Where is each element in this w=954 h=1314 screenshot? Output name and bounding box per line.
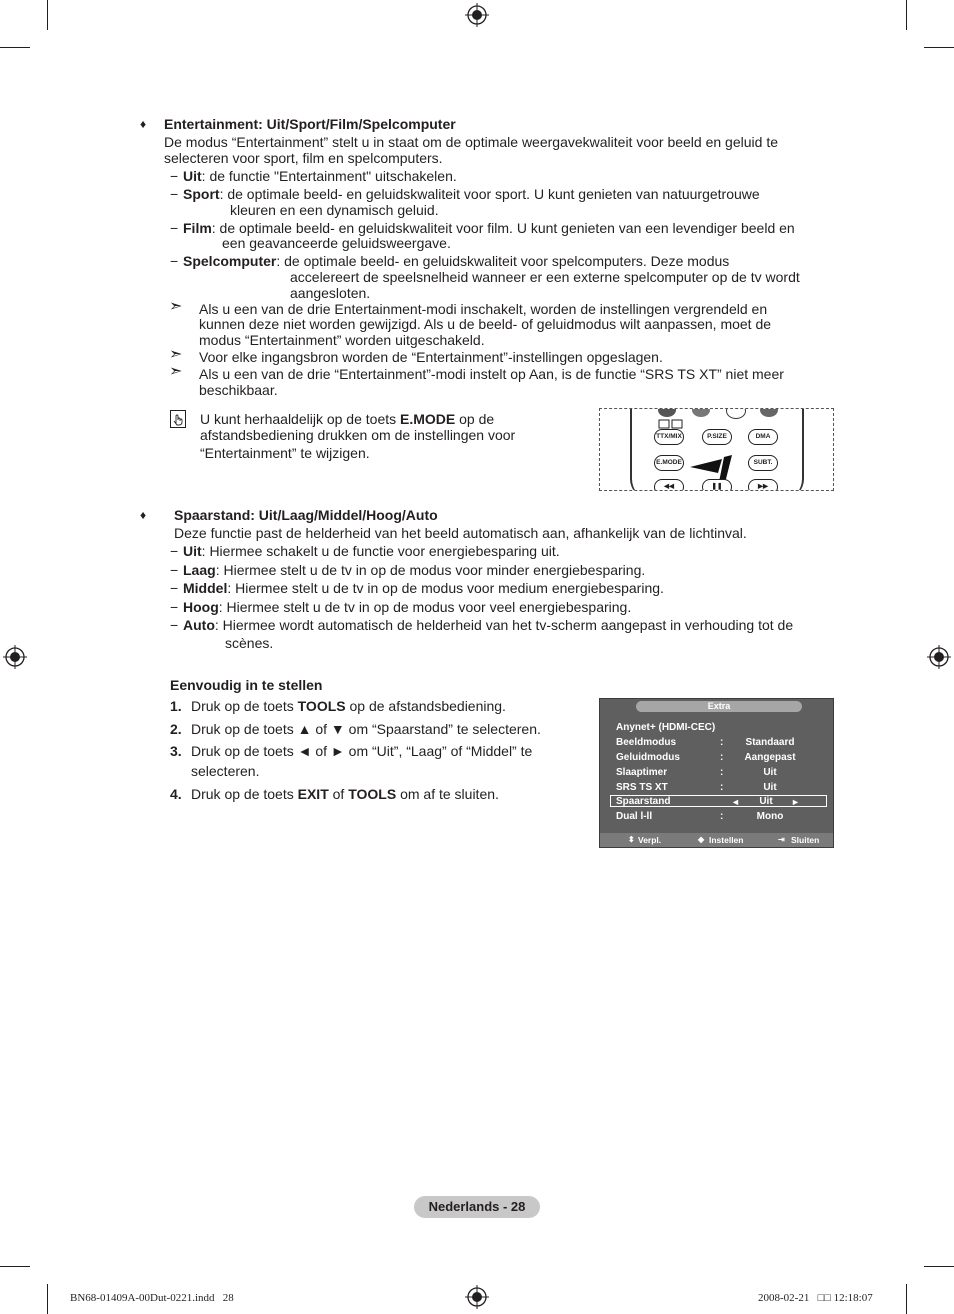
note-text: kunnen deze niet worden gewijzigd. Als u de beeld- of geluidmodus wilt aanpassen, moet de bbox=[199, 316, 772, 332]
menu-separator: : bbox=[720, 811, 724, 822]
menu-item-label[interactable]: SRS TS XT bbox=[616, 782, 668, 793]
bullet: ♦ bbox=[140, 117, 147, 131]
step-number: 4. bbox=[170, 786, 182, 802]
registration-mark-icon bbox=[465, 1285, 489, 1309]
footer-file: BN68-01409A-00Dut-0221.indd 28 bbox=[70, 1292, 234, 1304]
dash: − bbox=[170, 580, 179, 596]
definition: : de optimale beeld- en geluidskwaliteit voor spelcomputers. Deze modus bbox=[276, 253, 730, 269]
menu-footer bbox=[600, 833, 833, 847]
remote-note: U kunt herhaaldelijk op de toets E.MODE op de bbox=[200, 411, 495, 427]
menu-item-value: Uit bbox=[763, 782, 777, 793]
paragraph: selecteren voor sport, film en spelcomputers. bbox=[164, 150, 443, 166]
step-text: Druk op de toets ◄ of ► om “Uit”, “Laag” of “Middel” te bbox=[191, 743, 533, 759]
menu-item-label[interactable]: Dual l-ll bbox=[616, 811, 653, 822]
emode-button: E.MODE bbox=[654, 455, 684, 471]
step-number: 2. bbox=[170, 721, 182, 737]
crop-mark bbox=[47, 0, 48, 30]
ttx-mix-button: TTX/MIX bbox=[654, 429, 684, 445]
remote-note: “Entertainment” te wijzigen. bbox=[200, 445, 370, 461]
tv-extra-menu bbox=[599, 698, 834, 848]
left-arrow-icon[interactable]: ◄ bbox=[731, 797, 740, 807]
definition: : Hiermee wordt automatisch de helderheid van het tv-scherm aangepast in verhouding tot de bbox=[214, 617, 794, 633]
definition: : Hiermee schakelt u de functie voor energiebesparing uit. bbox=[201, 543, 560, 559]
step-text: Druk op de toets TOOLS op de afstandsbediening. bbox=[191, 698, 506, 714]
step-text: Druk op de toets ▲ of ▼ om “Spaarstand” te selecteren. bbox=[191, 721, 541, 737]
term: Spelcomputer bbox=[183, 253, 277, 269]
note-text: Als u een van de drie Entertainment-modi inschakelt, worden de instellingen vergrendeld en bbox=[199, 301, 768, 317]
dash: − bbox=[170, 543, 179, 559]
list-item bbox=[183, 168, 457, 184]
menu-separator: : bbox=[720, 737, 724, 748]
dash: − bbox=[170, 168, 179, 184]
footer-move: Verpl. bbox=[638, 835, 662, 845]
dash: − bbox=[170, 220, 179, 236]
note-arrow-icon: ➣ bbox=[169, 346, 183, 363]
list-item bbox=[183, 186, 760, 202]
footer-date: 2008-02-21 □□ 12:18:07 bbox=[758, 1292, 873, 1304]
crop-mark bbox=[0, 1266, 30, 1267]
section-heading: Spaarstand: Uit/Laag/Middel/Hoog/Auto bbox=[174, 507, 438, 523]
right-arrow-icon[interactable]: ► bbox=[791, 797, 800, 807]
definition: : de optimale beeld- en geluidskwaliteit voor film. U kunt genieten van een levendiger beeld en bbox=[211, 220, 795, 236]
list-item bbox=[183, 220, 795, 236]
term: Middel bbox=[183, 580, 228, 596]
footer-adjust: Instellen bbox=[709, 835, 744, 845]
crop-mark bbox=[47, 1284, 48, 1314]
definition: : Hiermee stelt u de tv in op de modus voor veel energiebesparing. bbox=[218, 599, 632, 615]
dash: − bbox=[170, 617, 179, 633]
teletext-icon bbox=[658, 419, 684, 429]
crop-mark bbox=[906, 1284, 907, 1314]
term: Laag bbox=[183, 562, 216, 578]
step-number: 3. bbox=[170, 743, 182, 759]
page-number-badge: Nederlands - 28 bbox=[414, 1196, 540, 1218]
term: Sport bbox=[183, 186, 220, 202]
note-arrow-icon: ➣ bbox=[169, 363, 183, 380]
list-item bbox=[183, 543, 560, 559]
definition-cont: kleuren en een dynamisch geluid. bbox=[230, 202, 439, 218]
term: Uit bbox=[183, 543, 202, 559]
note-text: modus “Entertainment” worden uitgeschakeld. bbox=[199, 332, 485, 348]
remote-control-illustration bbox=[599, 408, 834, 491]
menu-item-label[interactable]: Beeldmodus bbox=[616, 737, 677, 748]
step-text-cont: selecteren. bbox=[191, 763, 260, 779]
term: Uit bbox=[183, 168, 202, 184]
menu-separator: : bbox=[720, 752, 724, 763]
menu-item-label[interactable]: Spaarstand bbox=[616, 796, 671, 807]
emode-key: E.MODE bbox=[400, 411, 456, 427]
definition: : Hiermee stelt u de tv in op de modus voor minder energiebesparing. bbox=[215, 562, 646, 578]
remote-hand-icon bbox=[170, 410, 186, 428]
dash: − bbox=[170, 562, 179, 578]
term: Hoog bbox=[183, 599, 219, 615]
definition-cont: scènes. bbox=[225, 635, 274, 651]
registration-mark-icon bbox=[465, 3, 489, 27]
subt-button: SUBT. bbox=[748, 455, 778, 471]
remote-note: afstandsbediening drukken om de instellingen voor bbox=[200, 427, 516, 443]
menu-item-value: Uit bbox=[759, 796, 773, 807]
menu-item-value: Standaard bbox=[745, 737, 795, 748]
leftright-icon: ◆ bbox=[698, 835, 705, 844]
crop-mark bbox=[0, 47, 30, 48]
rewind-button: ◀◀ bbox=[654, 479, 684, 491]
definition-cont: aangesloten. bbox=[290, 285, 371, 301]
crop-mark bbox=[906, 0, 907, 30]
note-text: beschikbaar. bbox=[199, 382, 278, 398]
exit-icon: ⇥ bbox=[778, 835, 785, 844]
crop-mark bbox=[924, 47, 954, 48]
menu-item-value: Mono bbox=[756, 811, 784, 822]
menu-item-label[interactable]: Slaaptimer bbox=[616, 767, 668, 778]
definition-cont: accelereert de speelsnelheid wanneer er een externe spelcomputer op de tv wordt bbox=[290, 269, 800, 285]
registration-mark-icon bbox=[927, 645, 951, 669]
menu-separator: : bbox=[720, 782, 724, 793]
definition-cont: een geavanceerde geluidsweergave. bbox=[222, 235, 451, 251]
fast-forward-button: ▶▶ bbox=[748, 479, 778, 491]
definition: : de functie "Entertainment" uitschakelen. bbox=[201, 168, 457, 184]
definition: : Hiermee stelt u de tv in op de modus voor medium energiebesparing. bbox=[227, 580, 664, 596]
note-arrow-icon: ➣ bbox=[169, 298, 183, 315]
term: Auto bbox=[183, 617, 215, 633]
step-text: Druk op de toets EXIT of TOOLS om af te sluiten. bbox=[191, 786, 499, 802]
bullet: ♦ bbox=[140, 508, 147, 522]
menu-title: Extra bbox=[636, 701, 802, 712]
updown-icon: ⬍ bbox=[628, 835, 635, 844]
term: Film bbox=[183, 220, 212, 236]
list-item bbox=[183, 562, 645, 578]
list-item bbox=[183, 253, 729, 269]
paragraph: Deze functie past de helderheid van het beeld automatisch aan, afhankelijk van de lichtinval. bbox=[174, 525, 747, 541]
menu-item-label[interactable]: Geluidmodus bbox=[616, 752, 680, 763]
footer-exit: Sluiten bbox=[791, 835, 820, 845]
section-heading: Entertainment: Uit/Sport/Film/Spelcomputer bbox=[164, 116, 456, 132]
list-item bbox=[183, 599, 631, 615]
step-number: 1. bbox=[170, 698, 182, 714]
dash: − bbox=[170, 186, 179, 202]
definition: : de optimale beeld- en geluidskwaliteit voor sport. U kunt genieten van natuurgetrouwe bbox=[219, 186, 760, 202]
psize-button: P.SIZE bbox=[702, 429, 732, 445]
dma-button: DMA bbox=[748, 429, 778, 445]
menu-separator: : bbox=[720, 767, 724, 778]
list-item bbox=[183, 580, 664, 596]
list-item bbox=[183, 617, 793, 633]
menu-item-label[interactable]: Anynet+ (HDMI-CEC) bbox=[616, 722, 716, 733]
pause-button: ❚❚ bbox=[702, 479, 732, 491]
registration-mark-icon bbox=[3, 645, 27, 669]
paragraph: De modus “Entertainment” stelt u in staat om de optimale weergavekwaliteit voor beeld en geluid te bbox=[164, 134, 778, 150]
menu-item-value: Uit bbox=[763, 767, 777, 778]
note-text: Voor elke ingangsbron worden de “Entertainment”-instellingen opgeslagen. bbox=[199, 349, 663, 365]
menu-item-value: Aangepast bbox=[744, 752, 796, 763]
note-text: Als u een van de drie “Entertainment”-modi instelt op Aan, is de functie “SRS TS XT” niet meer bbox=[199, 366, 784, 382]
dash: − bbox=[170, 599, 179, 615]
dash: − bbox=[170, 253, 179, 269]
subheading: Eenvoudig in te stellen bbox=[170, 677, 323, 693]
crop-mark bbox=[924, 1266, 954, 1267]
